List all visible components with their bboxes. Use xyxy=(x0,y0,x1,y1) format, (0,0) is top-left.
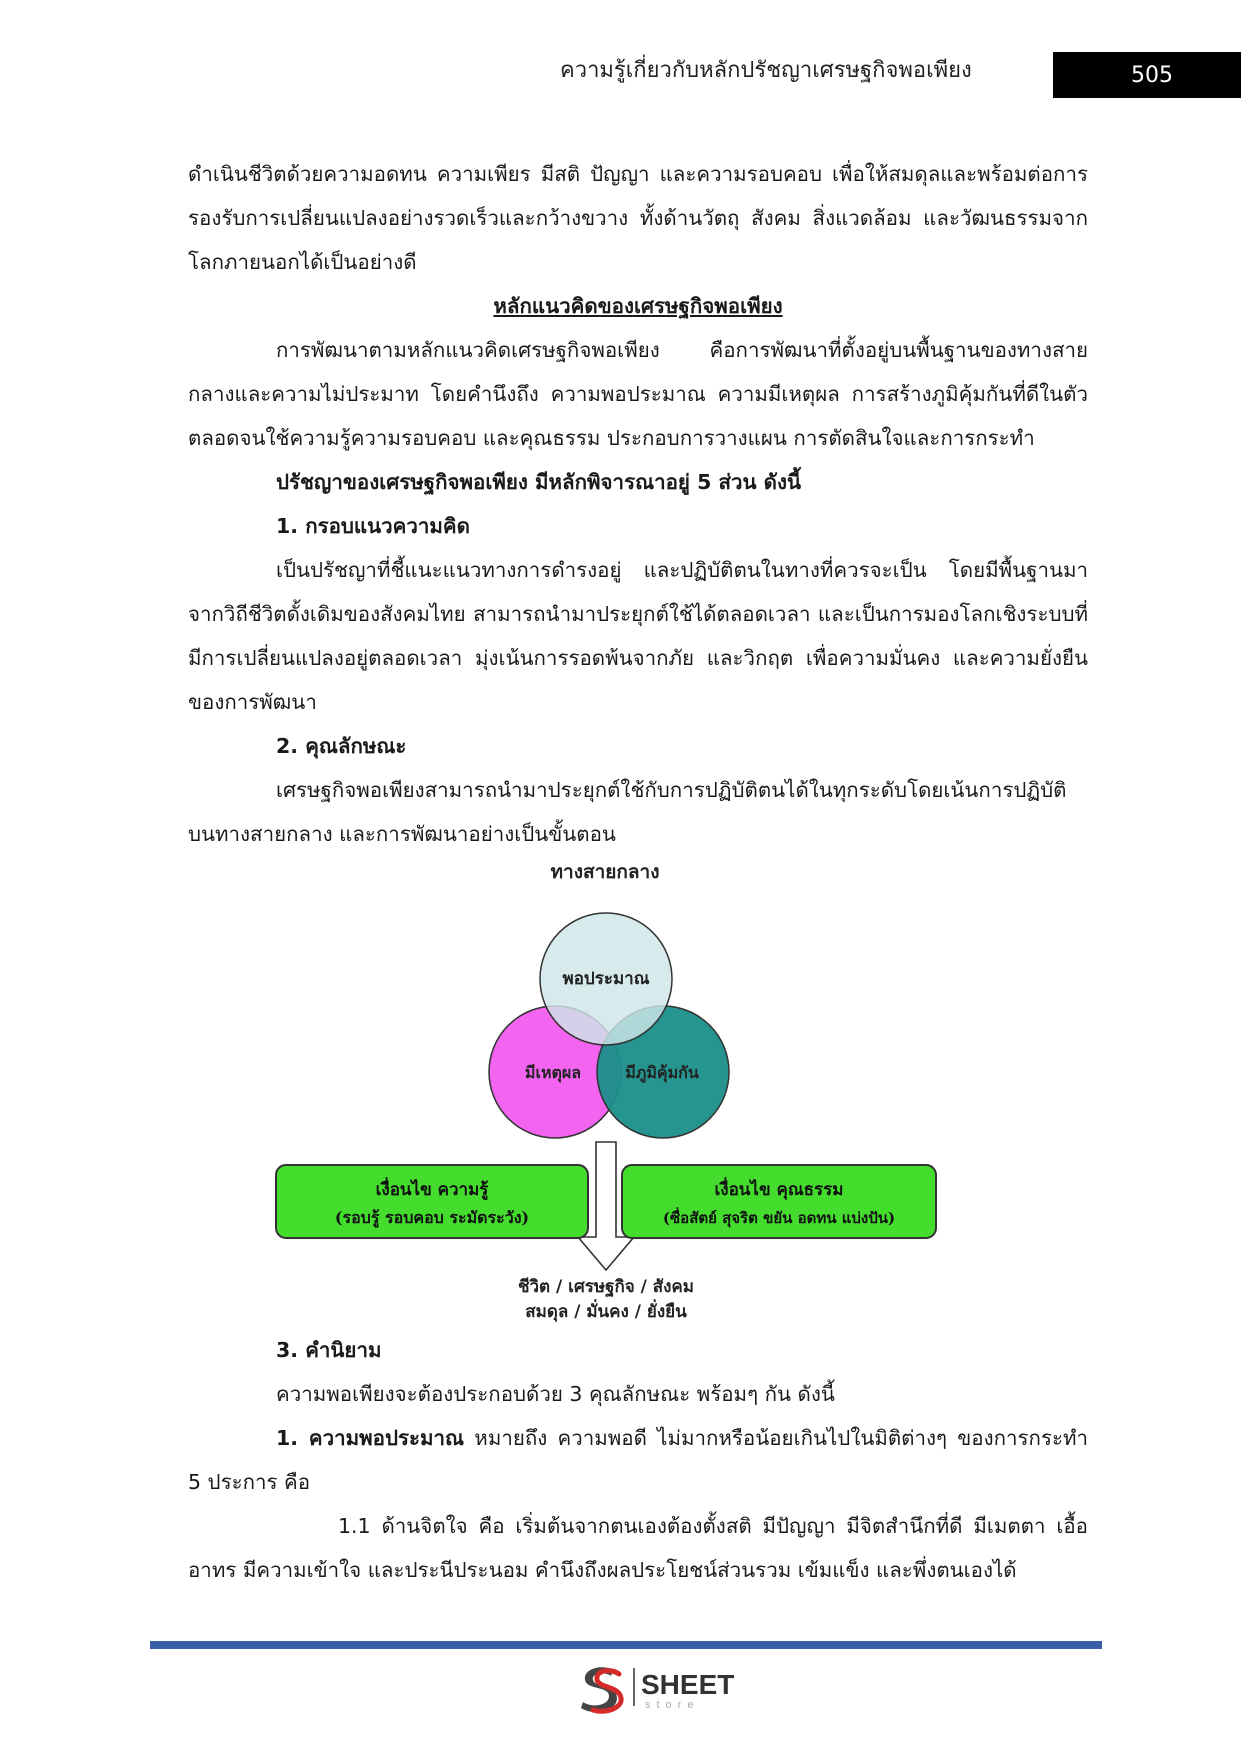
item3-intro: ความพอเพียงจะต้องประกอบด้วย 3 คุณลักษณะ พร้อมๆ กัน ดังนี้ xyxy=(276,1382,835,1406)
sufficiency-diagram xyxy=(270,852,940,1322)
knowledge-line2: (รอบรู้ รอบคอบ ระมัดระวัง) xyxy=(334,1208,530,1227)
knowledge-line1: เงื่อนไข ความรู้ xyxy=(375,1180,489,1200)
result-line2: สมดุล / มั่นคง / ยั่งยืน xyxy=(525,1302,687,1322)
header-title: ความรู้เกี่ยวกับหลักปรัชญาเศรษฐกิจพอเพียง xyxy=(560,58,972,83)
page-number: 505 xyxy=(1131,62,1173,88)
philosophy-heading: ปรัชญาของเศรษฐกิจพอเพียง มีหลักพิจารณาอยู่ 5 ส่วน ดังนี้ xyxy=(276,470,801,494)
main-content xyxy=(188,152,1088,856)
item3-heading: 3. คำนิยาม xyxy=(276,1338,382,1362)
circle-top-label: พอประมาณ xyxy=(562,969,650,989)
sub-item-1-1: 1.1 ด้านจิตใจ คือ เริ่มต้นจากตนเองต้องตั้งสติ มีปัญญา มีจิตสำนึกที่ดี มีเมตตา เอื้ออาทร มีความเข้าใจ และประนีประนอม คำนึงถึงผลประโยชน์ส่วนรวม เข้มแข็ง และพึ่งตนเองได้ xyxy=(188,1514,1088,1582)
page-number-box xyxy=(1053,52,1241,98)
virtue-line2: (ซื่อสัตย์ สุจริต ขยัน อดทน แบ่งปัน) xyxy=(662,1209,896,1227)
condition-knowledge-box xyxy=(276,1165,588,1238)
item1-paragraph: เป็นปรัชญาที่ชี้แนะแนวทางการดำรงอยู่ และปฏิบัติตนในทางที่ควรจะเป็น โดยมีพื้นฐานมาจากวิถีชีวิตดั้งเดิมของสังคมไทย สามารถนำมาประยุกต์ใช้ได้ตลอดเวลา และเป็นการมองโลกเชิงระบบที่มีการเปลี่ยนแปลงอยู่ตลอดเวลา มุ่งเน้นการรอดพ้นจากภัย และวิกฤต เพื่อความมั่นคง และความยั่งยืน ของการพัฒนา xyxy=(188,558,1088,714)
logo-text: SHEET xyxy=(641,1669,735,1700)
sheet-store-logo xyxy=(575,1660,755,1714)
logo-subtext: store xyxy=(645,1699,700,1711)
definition-section xyxy=(188,1328,1088,1592)
virtue-line1: เงื่อนไข คุณธรรม xyxy=(714,1180,844,1200)
section-paragraph: การพัฒนาตามหลักแนวคิดเศรษฐกิจพอเพียง คือการพัฒนาที่ตั้งอยู่บนพื้นฐานของทางสายกลางและความไม่ประมาท โดยคำนึงถึง ความพอประมาณ ความมีเหตุผล การสร้างภูมิคุ้มกันที่ดีในตัว ตลอดจนใช้ความรู้ความรอบคอบ และคุณธรรม ประกอบการวางแผน การตัดสินใจและการกระทำ xyxy=(188,338,1088,450)
item2-paragraph: เศรษฐกิจพอเพียงสามารถนำมาประยุกต์ใช้กับการปฏิบัติตนได้ในทุกระดับโดยเน้นการปฏิบัติบนทางสายกลาง และการพัฒนาอย่างเป็นขั้นตอน xyxy=(188,778,1067,846)
result-line1: ชีวิต / เศรษฐกิจ / สังคม xyxy=(517,1277,695,1297)
footer-divider xyxy=(150,1641,1102,1649)
item1-heading: 1. กรอบแนวความคิด xyxy=(276,514,470,538)
item2-heading: 2. คุณลักษณะ xyxy=(276,734,407,758)
circle-left-label: มีเหตุผล xyxy=(524,1063,582,1082)
intro-paragraph: ดำเนินชีวิตด้วยความอดทน ความเพียร มีสติ ปัญญา และความรอบคอบ เพื่อให้สมดุลและพร้อมต่อการรองรับการเปลี่ยนแปลงอย่างรวดเร็วและกว้างขวาง ทั้งด้านวัตถุ สังคม สิ่งแวดล้อม และวัฒนธรรมจากโลกภายนอกได้เป็นอย่างดี xyxy=(188,162,1088,274)
section-heading: หลักแนวคิดของเศรษฐกิจพอเพียง xyxy=(493,294,783,318)
diagram-title: ทางสายกลาง xyxy=(550,861,660,883)
term1-text: หมายถึง ความพอดี ไม่มากหรือน้อยเกินไปในมิติต่างๆ ของการกระทำ 5 ประการ คือ xyxy=(188,1426,1088,1494)
circle-right-label: มีภูมิคุ้มกัน xyxy=(625,1063,699,1082)
condition-virtue-box xyxy=(622,1165,936,1238)
term1-paragraph xyxy=(188,1416,1088,1504)
term1-label: 1. ความพอประมาณ xyxy=(276,1426,465,1450)
